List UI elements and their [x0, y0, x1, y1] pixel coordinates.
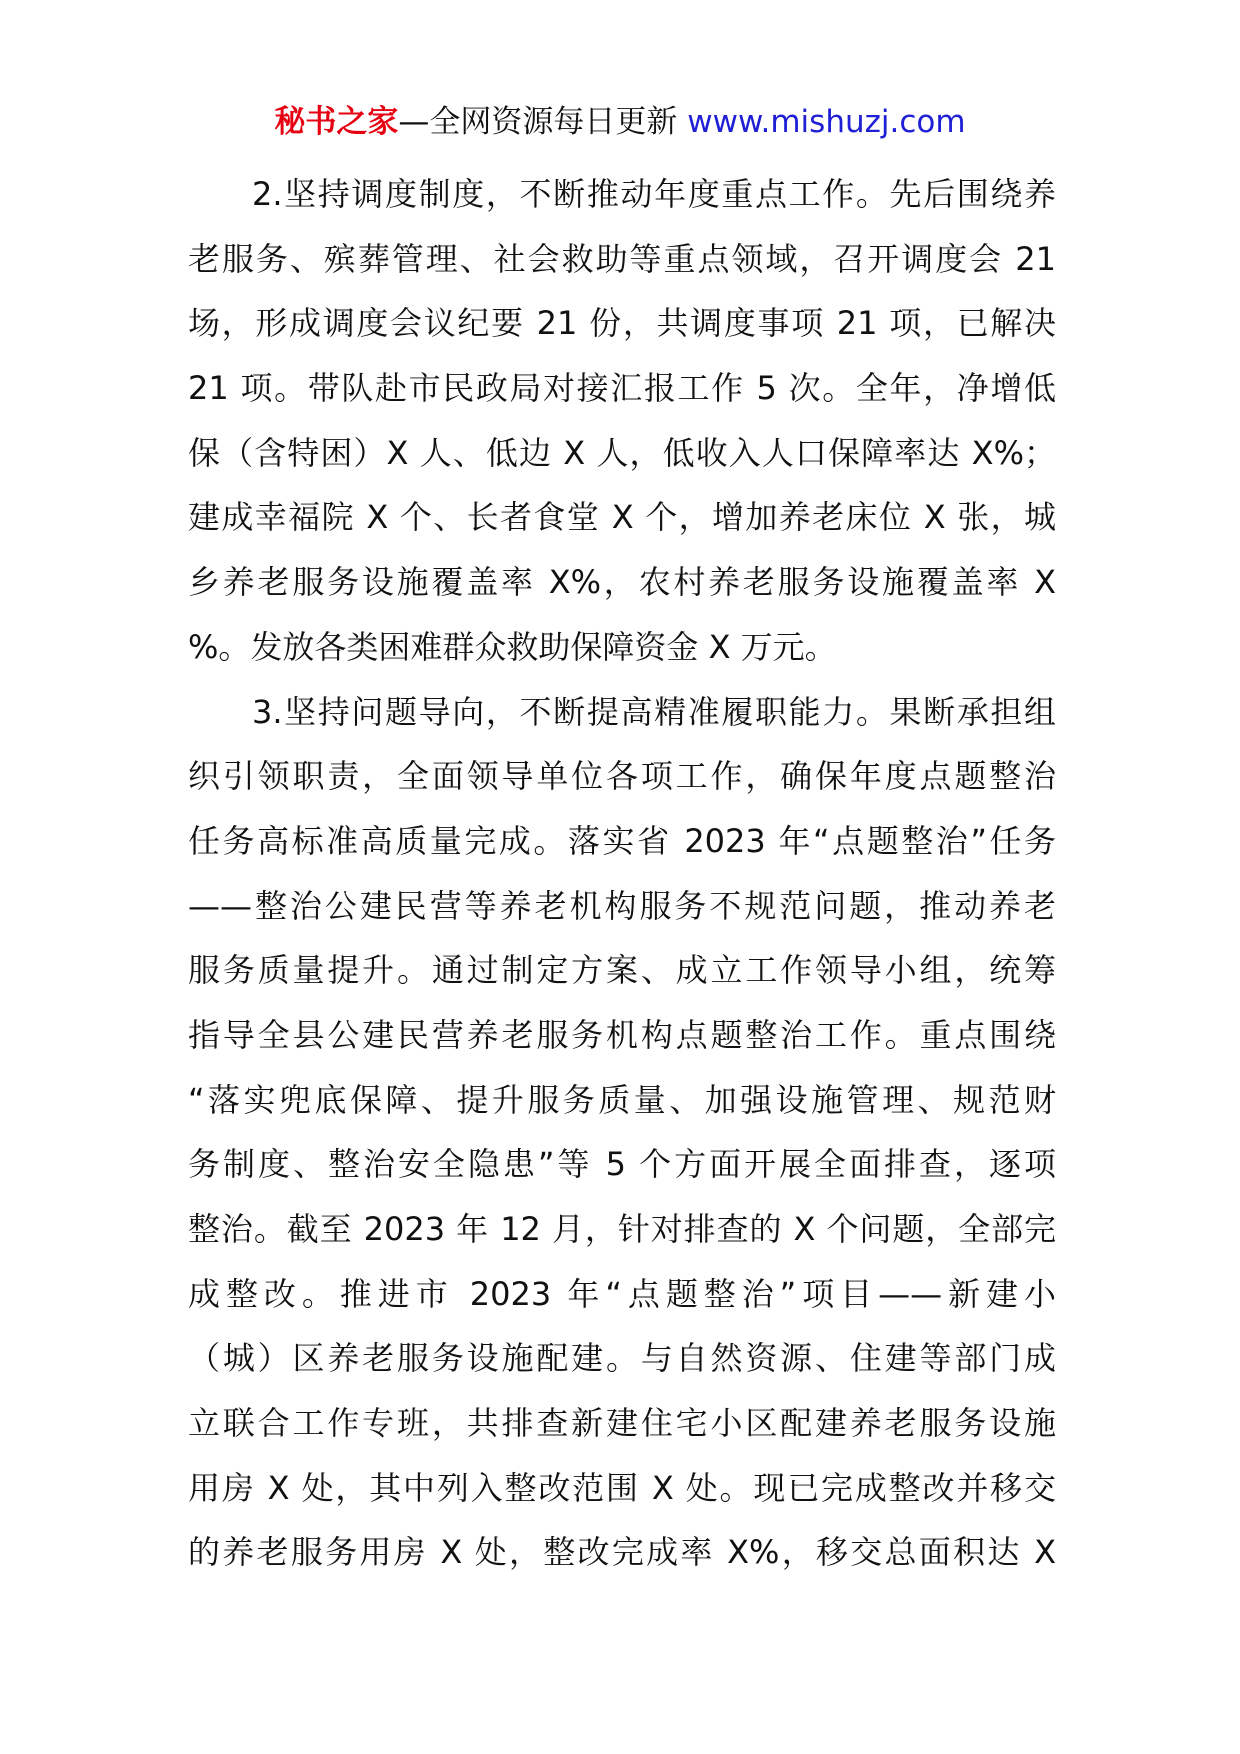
text-line: 乡养老服务设施覆盖率 X%，农村养老服务设施覆盖率 X: [188, 563, 1056, 602]
site-url-link[interactable]: www.mishuzj.com: [687, 104, 966, 140]
brand-name: 秘书之家: [274, 104, 399, 140]
text-line: 21 项。带队赴市民政局对接汇报工作 5 次。全年，净增低: [188, 369, 1056, 408]
text-line: 老服务、殡葬管理、社会救助等重点领域，召开调度会 21: [188, 239, 1056, 278]
text-line: 成整改。推进市 2023 年“点题整治”项目——新建小: [188, 1274, 1056, 1313]
text-line: 整治。截至 2023 年 12 月，针对排查的 X 个问题，全部完: [188, 1210, 1056, 1248]
text-line: 织引领职责，全面领导单位各项工作，确保年度点题整治: [188, 757, 1056, 796]
text-line: 任务高标准高质量完成。落实省 2023 年“点题整治”任务: [188, 821, 1056, 860]
text-line: 服务质量提升。通过制定方案、成立工作领导小组，统筹: [188, 951, 1056, 990]
text-line: 的养老服务用房 X 处，整改完成率 X%，移交总面积达 X: [188, 1533, 1056, 1572]
paragraph-3: [188, 680, 1056, 1586]
text-line: 用房 X 处，其中列入整改范围 X 处。现已完成整改并移交: [188, 1468, 1056, 1507]
text-line: 保（含特困）X 人、低边 X 人，低收入人口保障率达 X%；: [188, 433, 1056, 472]
text-line: 务制度、整治安全隐患”等 5 个方面开展全面排查，逐项: [188, 1145, 1056, 1184]
text-line: 3.坚持问题导向，不断提高精准履职能力。果断承担组: [252, 692, 1056, 731]
text-line: 立联合工作专班，共排查新建住宅小区配建养老服务设施: [188, 1404, 1056, 1443]
text-line: （城）区养老服务设施配建。与自然资源、住建等部门成: [188, 1339, 1056, 1378]
text-line: %。发放各类困难群众救助保障资金 X 万元。: [188, 627, 837, 666]
paragraph-2: [188, 162, 1056, 680]
text-line: 场，形成调度会议纪要 21 份，共调度事项 21 项，已解决: [188, 304, 1056, 343]
document-body: [188, 162, 1056, 1585]
text-line: ——整治公建民营等养老机构服务不规范问题，推动养老: [188, 886, 1056, 925]
text-line: 2.坚持调度制度，不断推动年度重点工作。先后围绕养: [252, 175, 1056, 213]
header-tagline: —全网资源每日更新: [398, 104, 688, 140]
text-line: 建成幸福院 X 个、长者食堂 X 个，增加养老床位 X 张，城: [188, 498, 1056, 537]
site-header: [0, 102, 1240, 142]
text-line: 指导全县公建民营养老服务机构点题整治工作。重点围绕: [188, 1015, 1056, 1054]
text-line: “落实兜底保障、提升服务质量、加强设施管理、规范财: [188, 1080, 1056, 1119]
